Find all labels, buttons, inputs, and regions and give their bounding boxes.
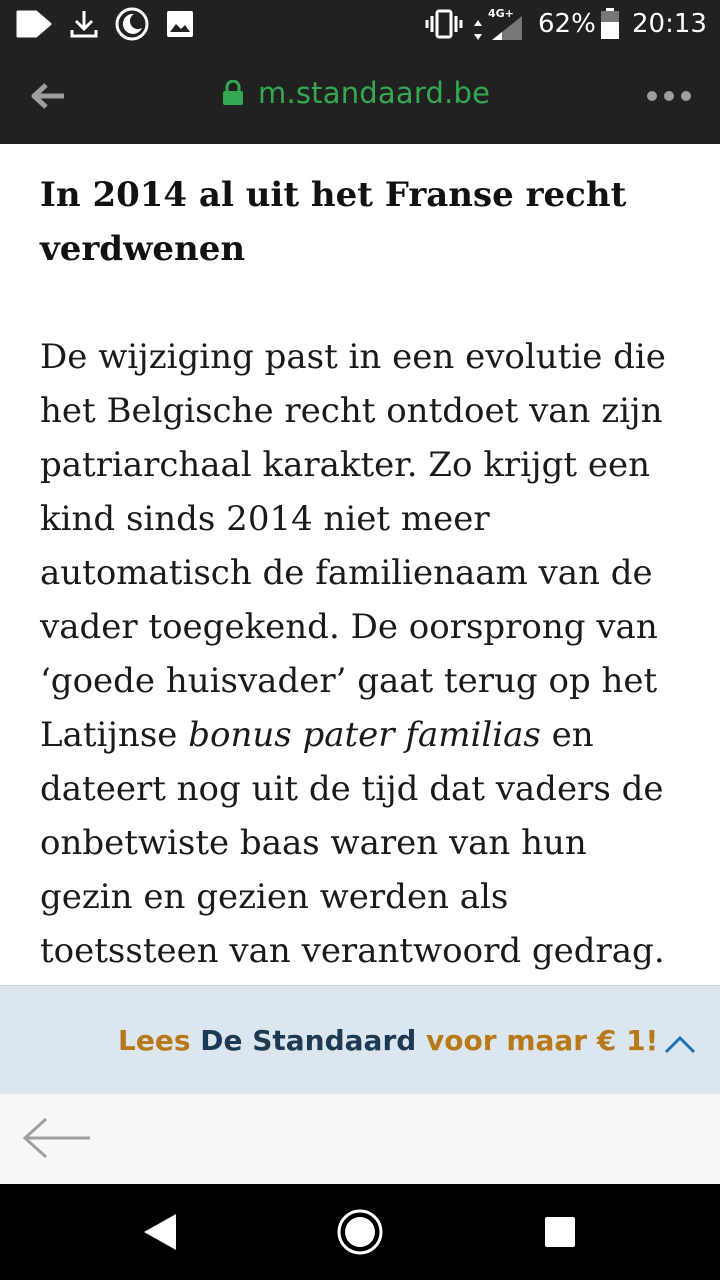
battery-percentage: 62% (538, 9, 596, 39)
heading-line: verdwenen (40, 229, 246, 269)
paragraph-line: het Belgische recht ontdoet van zijn (40, 391, 663, 431)
download-icon (68, 8, 100, 40)
nav-back-icon[interactable] (140, 1210, 180, 1254)
paragraph-line: toetssteen van verantwoord gedrag. (40, 931, 665, 971)
back-arrow-icon[interactable] (30, 82, 66, 110)
paragraph-line: automatisch de familienaam van de (40, 553, 653, 593)
paragraph-line: kind sinds 2014 niet meer (40, 499, 490, 539)
vibrate-icon (424, 8, 464, 40)
article-content (40, 168, 690, 978)
promo-text[interactable] (118, 1024, 658, 1057)
text-fragment: Latijnse (40, 715, 189, 755)
subscription-banner[interactable] (0, 985, 720, 1095)
address-bar[interactable] (222, 76, 490, 110)
paragraph-line: ‘goede huisvader’ gaat terug op het (40, 661, 658, 701)
status-bar (0, 0, 720, 48)
more-options-icon[interactable] (646, 90, 692, 102)
back-arrow-icon[interactable] (22, 1116, 92, 1160)
paragraph-line: dateert nog uit de tijd dat vaders de (40, 769, 664, 809)
chevron-up-icon[interactable] (664, 1034, 696, 1054)
heading-line: In 2014 al uit het Franse recht (40, 175, 627, 215)
paragraph-line (40, 708, 690, 762)
lock-icon (222, 80, 244, 106)
battery-icon (600, 8, 620, 40)
paragraph-line: vader toegekend. De oorsprong van (40, 607, 658, 647)
nav-recents-icon[interactable] (544, 1216, 576, 1248)
url-text: m.standaard.be (258, 76, 491, 110)
promo-text-prefix: Lees (118, 1024, 201, 1057)
image-icon (166, 10, 194, 38)
do-not-disturb-icon (114, 6, 150, 42)
italic-phrase: bonus pater familias (188, 715, 541, 755)
text-fragment: en (540, 715, 594, 755)
nav-home-icon[interactable] (336, 1208, 384, 1256)
section-heading (40, 168, 690, 276)
notification-icon (14, 8, 54, 40)
brand-name: De Standaard (200, 1024, 417, 1057)
promo-text-offer: voor maar € 1! (416, 1024, 659, 1057)
system-navigation-bar (0, 1184, 720, 1280)
paragraph-line: patriarchaal karakter. Zo krijgt een (40, 445, 650, 485)
browser-bottom-bar (0, 1094, 720, 1184)
paragraph-line: onbetwiste baas waren van hun (40, 823, 587, 863)
paragraph-line: gezin en gezien werden als (40, 877, 509, 917)
paragraph-line: De wijziging past in een evolutie die (40, 337, 666, 377)
article-paragraph (40, 330, 690, 978)
clock: 20:13 (632, 9, 707, 39)
signal-icon (470, 6, 526, 42)
svg-text:4G+: 4G+ (488, 7, 514, 20)
browser-toolbar (0, 48, 720, 144)
